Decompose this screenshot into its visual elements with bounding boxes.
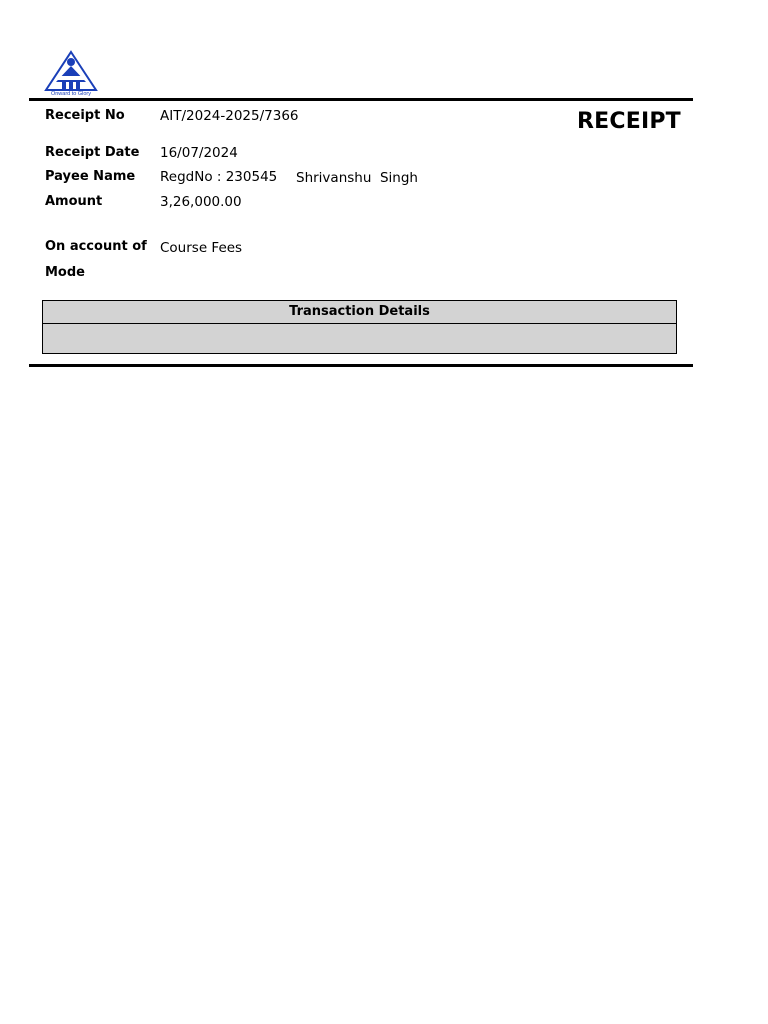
- transaction-details-header: Transaction Details: [43, 301, 676, 324]
- logo-tagline: Onward to Glory: [50, 91, 92, 96]
- on-account-label: On account of: [45, 239, 147, 254]
- mode-label: Mode: [45, 265, 85, 280]
- bottom-divider: [29, 364, 693, 367]
- amount-label: Amount: [45, 194, 103, 209]
- payee-name-label: Payee Name: [45, 169, 136, 184]
- receipt-title: RECEIPT: [577, 109, 681, 134]
- receipt-date-value: 16/07/2024: [160, 145, 238, 161]
- top-divider: [29, 98, 693, 101]
- payee-name-value: Shrivanshu Singh: [296, 170, 418, 186]
- institute-logo-icon: [44, 50, 98, 96]
- payee-regd-no: RegdNo : 230545: [160, 169, 278, 185]
- receipt-no-label: Receipt No: [45, 108, 125, 123]
- receipt-date-label: Receipt Date: [45, 145, 140, 160]
- transaction-details-table: [42, 300, 677, 354]
- receipt-no-value: AIT/2024-2025/7366: [160, 108, 299, 124]
- transaction-details-body: [43, 324, 676, 353]
- amount-value: 3,26,000.00: [160, 194, 242, 210]
- on-account-value: Course Fees: [160, 240, 243, 256]
